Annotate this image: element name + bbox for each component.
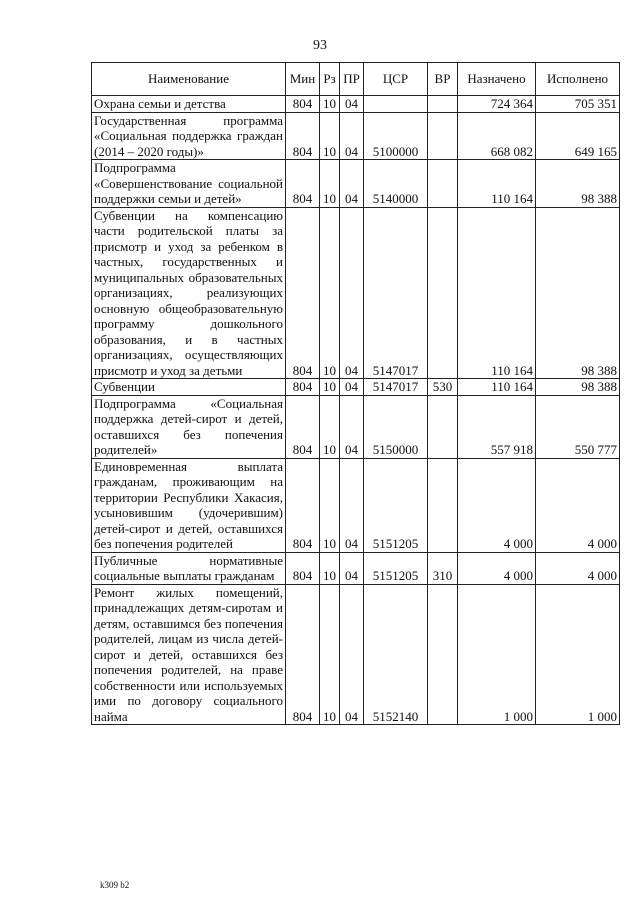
cell-min: 804 bbox=[286, 379, 320, 396]
cell-vr bbox=[428, 458, 458, 552]
cell-min: 804 bbox=[286, 552, 320, 584]
cell-rz: 10 bbox=[320, 112, 340, 160]
cell-name: Государственная программа «Социальная поддержка граждан (2014 – 2020 годы)» bbox=[92, 112, 286, 160]
cell-pr: 04 bbox=[340, 458, 364, 552]
cell-assigned: 4 000 bbox=[458, 552, 536, 584]
cell-rz: 10 bbox=[320, 584, 340, 725]
cell-executed: 550 777 bbox=[536, 395, 620, 458]
cell-executed: 1 000 bbox=[536, 584, 620, 725]
cell-rz: 10 bbox=[320, 395, 340, 458]
cell-vr bbox=[428, 207, 458, 379]
table-header-row bbox=[92, 63, 620, 96]
table-row bbox=[92, 379, 620, 396]
cell-vr bbox=[428, 395, 458, 458]
cell-pr: 04 bbox=[340, 160, 364, 208]
cell-pr: 04 bbox=[340, 379, 364, 396]
cell-name: Публичные нормативные социальные выплаты гражданам bbox=[92, 552, 286, 584]
cell-vr: 530 bbox=[428, 379, 458, 396]
page-number: 93 bbox=[313, 38, 327, 53]
table-row bbox=[92, 160, 620, 208]
cell-csr: 5147017 bbox=[364, 379, 428, 396]
cell-rz: 10 bbox=[320, 160, 340, 208]
cell-name: Субвенции bbox=[92, 379, 286, 396]
header-csr: ЦСР bbox=[364, 63, 428, 96]
table-row bbox=[92, 552, 620, 584]
cell-executed: 98 388 bbox=[536, 207, 620, 379]
cell-csr: 5150000 bbox=[364, 395, 428, 458]
cell-csr: 5151205 bbox=[364, 552, 428, 584]
header-pr: ПР bbox=[340, 63, 364, 96]
table-row bbox=[92, 207, 620, 379]
cell-pr: 04 bbox=[340, 112, 364, 160]
cell-name: Ремонт жилых помещений, принадлежащих детям-сиротам и детям, оставшимся без попечения родителей, лицам из числа детей-сирот и детей, оставшихся без попечения родителей, на праве собственности или используемых ими по договору социального найма bbox=[92, 584, 286, 725]
cell-name: Субвенции на компенсацию части родительской платы за присмотр и уход за ребенком в частных, государственных и муниципальных образовательных организациях, реализующих основную общеобразовательную программу дошкольного образования, и в частных организациях, осуществляющих присмотр и уход за детьми bbox=[92, 207, 286, 379]
cell-executed: 649 165 bbox=[536, 112, 620, 160]
cell-csr: 5151205 bbox=[364, 458, 428, 552]
cell-assigned: 110 164 bbox=[458, 160, 536, 208]
cell-min: 804 bbox=[286, 458, 320, 552]
cell-assigned: 110 164 bbox=[458, 207, 536, 379]
cell-executed: 4 000 bbox=[536, 458, 620, 552]
table-row bbox=[92, 584, 620, 725]
cell-csr: 5140000 bbox=[364, 160, 428, 208]
cell-assigned: 1 000 bbox=[458, 584, 536, 725]
cell-min: 804 bbox=[286, 160, 320, 208]
budget-table bbox=[91, 62, 620, 725]
cell-vr: 310 bbox=[428, 552, 458, 584]
cell-csr: 5147017 bbox=[364, 207, 428, 379]
footer-code: k309 b2 bbox=[100, 880, 130, 890]
cell-name: Единовременная выплата гражданам, проживающим на территории Республики Хакасия, усыновившим (удочерившим) детей-сирот и детей, оставшихся без попечения родителей bbox=[92, 458, 286, 552]
cell-rz: 10 bbox=[320, 379, 340, 396]
table-body bbox=[92, 96, 620, 725]
cell-rz: 10 bbox=[320, 458, 340, 552]
cell-executed: 98 388 bbox=[536, 379, 620, 396]
cell-name: Охрана семьи и детства bbox=[92, 96, 286, 113]
table-row bbox=[92, 112, 620, 160]
cell-min: 804 bbox=[286, 584, 320, 725]
cell-pr: 04 bbox=[340, 207, 364, 379]
cell-rz: 10 bbox=[320, 96, 340, 113]
cell-csr: 5152140 bbox=[364, 584, 428, 725]
cell-min: 804 bbox=[286, 96, 320, 113]
cell-min: 804 bbox=[286, 395, 320, 458]
header-vr: ВР bbox=[428, 63, 458, 96]
cell-min: 804 bbox=[286, 207, 320, 379]
cell-assigned: 668 082 bbox=[458, 112, 536, 160]
cell-vr bbox=[428, 584, 458, 725]
cell-vr bbox=[428, 96, 458, 113]
header-rz: Рз bbox=[320, 63, 340, 96]
table-row bbox=[92, 395, 620, 458]
cell-assigned: 110 164 bbox=[458, 379, 536, 396]
cell-rz: 10 bbox=[320, 207, 340, 379]
header-name: Наименование bbox=[92, 63, 286, 96]
cell-pr: 04 bbox=[340, 96, 364, 113]
cell-vr bbox=[428, 112, 458, 160]
table-row bbox=[92, 96, 620, 113]
cell-name: Подпрограмма «Социальная поддержка детей-сирот и детей, оставшихся без попечения родителей» bbox=[92, 395, 286, 458]
cell-assigned: 4 000 bbox=[458, 458, 536, 552]
cell-name: Подпрограмма «Совершенствование социальной поддержки семьи и детей» bbox=[92, 160, 286, 208]
cell-min: 804 bbox=[286, 112, 320, 160]
table-row bbox=[92, 458, 620, 552]
header-executed: Исполнено bbox=[536, 63, 620, 96]
cell-csr: 5100000 bbox=[364, 112, 428, 160]
cell-assigned: 724 364 bbox=[458, 96, 536, 113]
cell-csr bbox=[364, 96, 428, 113]
header-min: Мин bbox=[286, 63, 320, 96]
cell-vr bbox=[428, 160, 458, 208]
cell-rz: 10 bbox=[320, 552, 340, 584]
cell-pr: 04 bbox=[340, 552, 364, 584]
header-assigned: Назначено bbox=[458, 63, 536, 96]
cell-executed: 705 351 bbox=[536, 96, 620, 113]
cell-pr: 04 bbox=[340, 584, 364, 725]
cell-executed: 4 000 bbox=[536, 552, 620, 584]
cell-executed: 98 388 bbox=[536, 160, 620, 208]
cell-assigned: 557 918 bbox=[458, 395, 536, 458]
cell-pr: 04 bbox=[340, 395, 364, 458]
